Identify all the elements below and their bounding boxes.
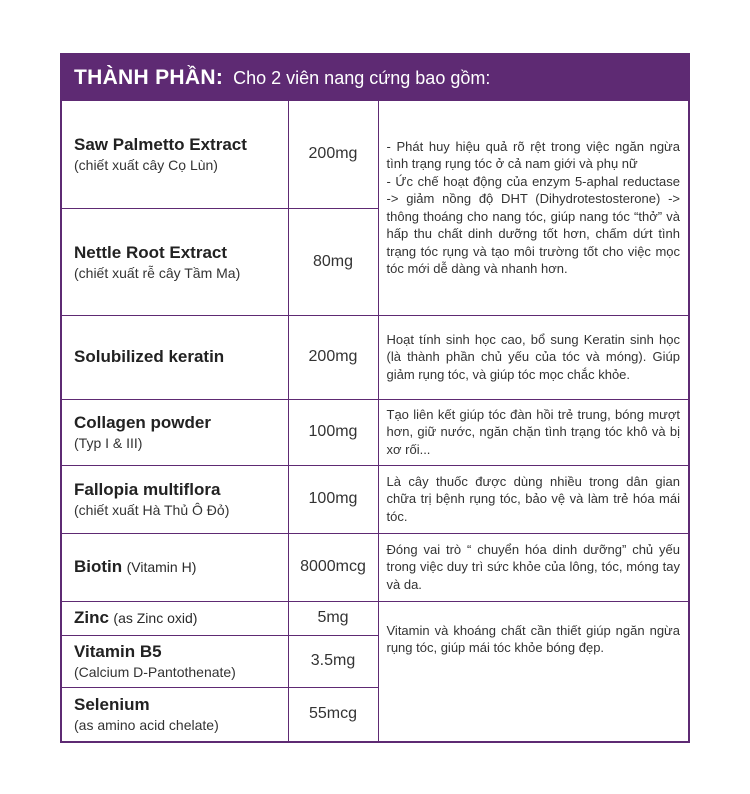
ingredient-name: Nettle Root Extract xyxy=(74,242,228,262)
dose-cell: 200mg xyxy=(288,101,378,208)
ingredient-cell xyxy=(62,635,288,687)
table-row xyxy=(62,601,688,635)
ingredient-cell xyxy=(62,533,288,601)
ingredient-sub: (chiết xuất cây Cọ Lùn) xyxy=(74,157,218,174)
table-row xyxy=(62,315,688,399)
description-text: - Phát huy hiệu quả rõ rệt trong việc ngăn ngừa tình trạng rụng tóc ở cả nam giới và phụ nữ xyxy=(386,138,680,172)
dose-cell: 200mg xyxy=(288,315,378,399)
ingredient-sub: (Calcium D-Pantothenate) xyxy=(74,664,236,680)
ingredient-name: Vitamin B5 xyxy=(74,642,162,661)
dose-cell: 80mg xyxy=(288,208,378,315)
table-header xyxy=(62,55,688,101)
header-title: THÀNH PHẦN: xyxy=(74,66,224,89)
table-row xyxy=(62,533,688,601)
ingredients-table-frame xyxy=(60,53,690,743)
ingredient-name: Zinc xyxy=(74,608,109,627)
table-row xyxy=(62,399,688,465)
ingredient-name: Saw Palmetto Extract xyxy=(74,135,247,155)
description-cell: Tạo liên kết giúp tóc đàn hồi trẻ trung, bóng mượt hơn, giữ nước, ngăn chặn tình trạng tóc khô và bị xơ rối... xyxy=(378,399,688,465)
dose-cell: 100mg xyxy=(288,399,378,465)
ingredient-cell xyxy=(62,399,288,465)
dose-cell: 55mcg xyxy=(288,687,378,741)
ingredient-name: Solubilized keratin xyxy=(74,347,225,366)
description-text: - Ức chế hoạt động của enzym 5-aphal reductase -> giảm nồng độ DHT (Dihydrotestosterone) -> thông thoáng cho nang tóc, giúp nang tóc “thở” và hấp thu chất dinh dưỡng tốt hơn, chấm dứt tình trạng tóc rụng và tạo môi trường tốt cho việc mọc tóc mới dễ dàng và nhanh hơn. xyxy=(386,173,680,277)
description-cell: Đóng vai trò “ chuyển hóa dinh dưỡng” chủ yếu trong việc duy trì sức khỏe của lông, tóc, móng tay và da. xyxy=(378,533,688,601)
ingredient-cell xyxy=(62,208,288,315)
description-cell xyxy=(378,101,688,315)
ingredient-sub: (as Zinc oxid) xyxy=(113,610,198,626)
ingredient-sub: (chiết xuất Hà Thủ Ô Đỏ) xyxy=(74,502,230,518)
header-subtitle: Cho 2 viên nang cứng bao gồm: xyxy=(233,67,491,88)
ingredient-cell xyxy=(62,101,288,208)
ingredient-name: Biotin xyxy=(74,557,123,576)
ingredient-name: Collagen powder xyxy=(74,413,211,432)
dose-cell: 100mg xyxy=(288,465,378,533)
ingredient-cell xyxy=(62,315,288,399)
ingredient-sub: (chiết xuất rễ cây Tầm Ma) xyxy=(74,264,241,281)
table-row xyxy=(62,465,688,533)
dose-cell: 5mg xyxy=(288,601,378,635)
ingredient-name: Selenium xyxy=(74,695,150,715)
ingredient-cell xyxy=(62,465,288,533)
ingredient-cell xyxy=(62,601,288,635)
dose-cell: 8000mcg xyxy=(288,533,378,601)
dose-cell: 3.5mg xyxy=(288,635,378,687)
ingredient-name: Fallopia multiflora xyxy=(74,480,221,499)
ingredient-sub: (Vitamin H) xyxy=(126,559,197,575)
ingredient-cell xyxy=(62,687,288,741)
ingredient-sub: (as amino acid chelate) xyxy=(74,717,219,734)
description-cell: Là cây thuốc được dùng nhiều trong dân gian chữa trị bệnh rụng tóc, bảo vệ và làm trẻ hóa mái tóc. xyxy=(378,465,688,533)
ingredients-table xyxy=(62,101,688,742)
description-cell: Hoạt tính sinh học cao, bổ sung Keratin sinh học (là thành phần chủ yếu của tóc và móng). Giúp giảm rụng tóc, và giúp tóc mọc chắc khỏe. xyxy=(378,315,688,399)
description-cell: Vitamin và khoáng chất cần thiết giúp ngăn ngừa rụng tóc, giúp mái tóc khỏe bóng đẹp. xyxy=(378,601,688,741)
ingredient-sub: (Typ I & III) xyxy=(74,435,143,451)
table-row xyxy=(62,101,688,208)
